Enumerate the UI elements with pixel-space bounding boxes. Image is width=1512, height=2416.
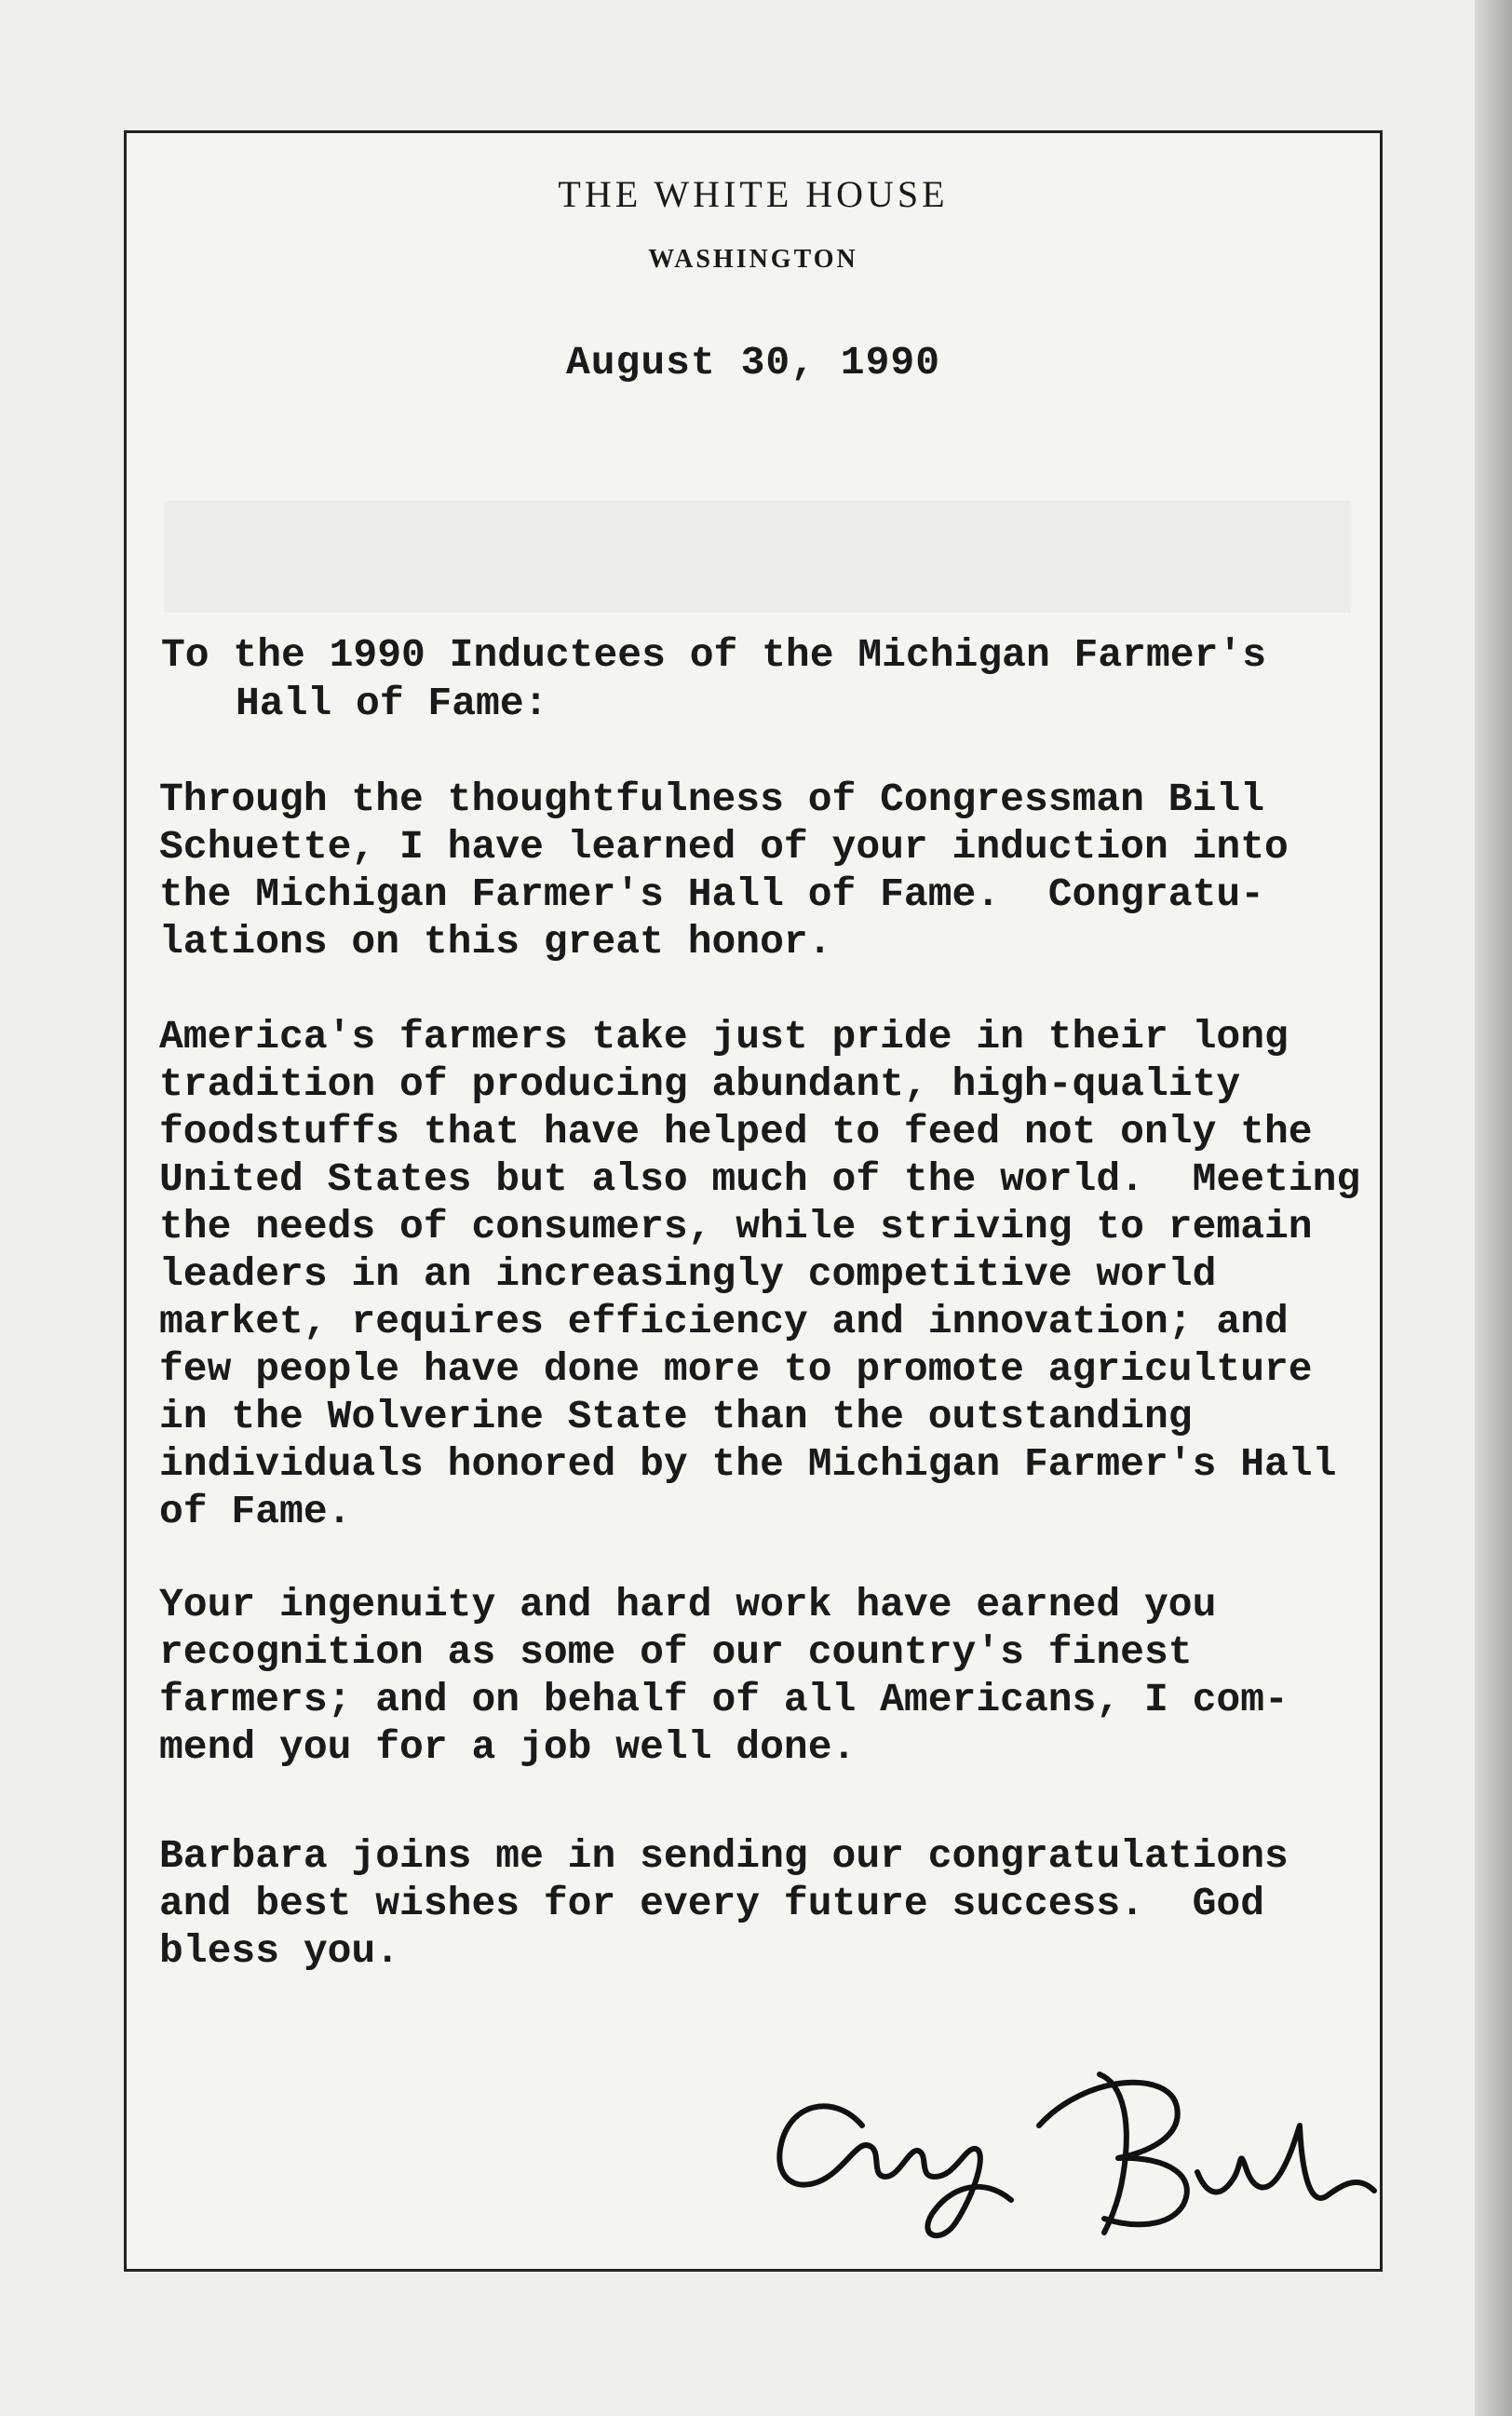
letter-frame (124, 130, 1383, 2272)
letterhead-title: THE WHITE HOUSE (558, 173, 949, 215)
letterhead-city: WASHINGTON (648, 245, 858, 274)
letter-date: August 30, 1990 (565, 340, 941, 385)
paragraph-3: Your ingenuity and hard work have earned you recognition as some of our country's finest farmers; and on behalf of all Americans, I com- mend you for a job well done. (159, 1582, 1289, 1770)
page-edge-shadow (1475, 0, 1512, 2416)
paragraph-4: Barbara joins me in sending our congratulations and best wishes for every future success. God bless you. (159, 1833, 1289, 1974)
salutation (161, 631, 1371, 728)
paragraph-1: Through the thoughtfulness of Congressman Bill Schuette, I have learned of your induction into the Michigan Farmer's Hall of Fame. Congratu- lations on this great honor. (159, 776, 1289, 965)
scan-artifact-band (164, 501, 1351, 613)
signature-image (732, 2037, 1384, 2261)
salutation-line-2: Hall of Fame: (236, 681, 548, 726)
salutation-line-1: To the 1990 Inductees of the Michigan Farmer's (161, 632, 1266, 678)
paragraph-2: America's farmers take just pride in their long tradition of producing abundant, high-quality foodstuffs that have helped to feed not only the United States but also much of the world. Meeting the needs of consumers, while striving to remain leaders in an increasingly competitive world market, requires efficiency and innovation; and few people have done more to promote agriculture in the Wolverine State than the outstanding individuals honored by the Michigan Farmer's Hall of Fame. (159, 1014, 1361, 1534)
